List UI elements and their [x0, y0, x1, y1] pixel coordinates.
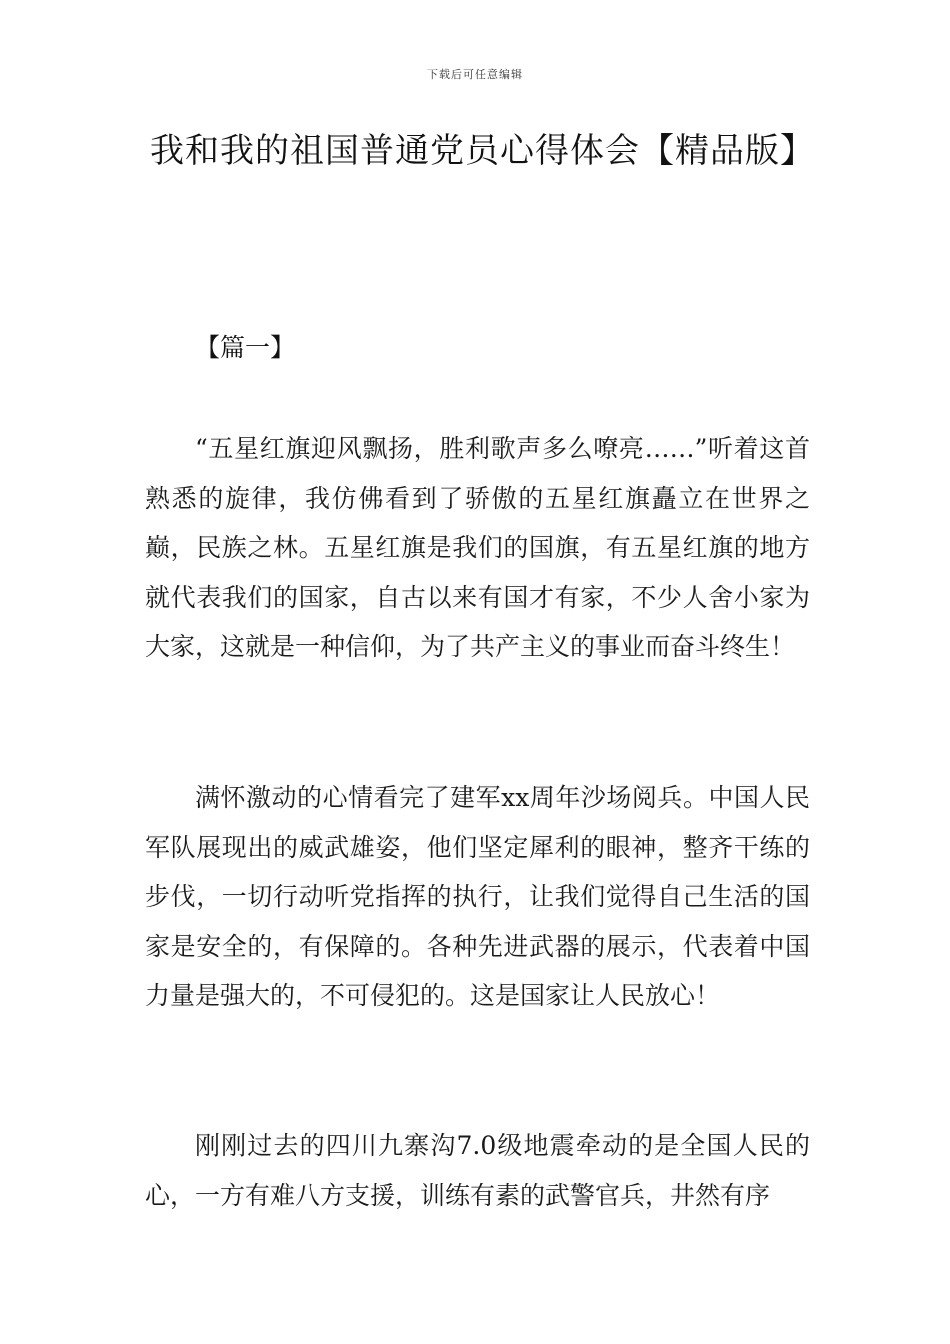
document-title: 我和我的祖国普通党员心得体会【精品版】	[150, 131, 815, 171]
section-heading: 【篇一】	[195, 333, 296, 362]
paragraph-1: “五星红旗迎风飘扬，胜利歌声多么嘹亮……”听着这首熟悉的旋律，我仿佛看到了骄傲的五星红旗矗立在世界之巅，民族之林。五星红旗是我们的国旗，有五星红旗的地方就代表我们的国家，自古以来有国才有家，不少人舍小家为大家，这就是一种信仰，为了共产主义的事业而奋斗终生！	[145, 434, 810, 662]
paragraph-2: 满怀激动的心情看完了建军xx周年沙场阅兵。中国人民军队展现出的威武雄姿，他们坚定犀利的眼神，整齐干练的步伐，一切行动听党指挥的执行，让我们觉得自己生活的国家是安全的，有保障的。各种先进武器的展示，代表着中国力量是强大的，不可侵犯的。这是国家让人民放心！	[145, 783, 810, 1011]
paragraph-3: 刚刚过去的四川九寨沟7.0级地震牵动的是全国人民的心，一方有难八方支援，训练有素的武警官兵，井然有序	[145, 1131, 810, 1210]
header-note: 下载后可任意编辑	[427, 68, 523, 81]
